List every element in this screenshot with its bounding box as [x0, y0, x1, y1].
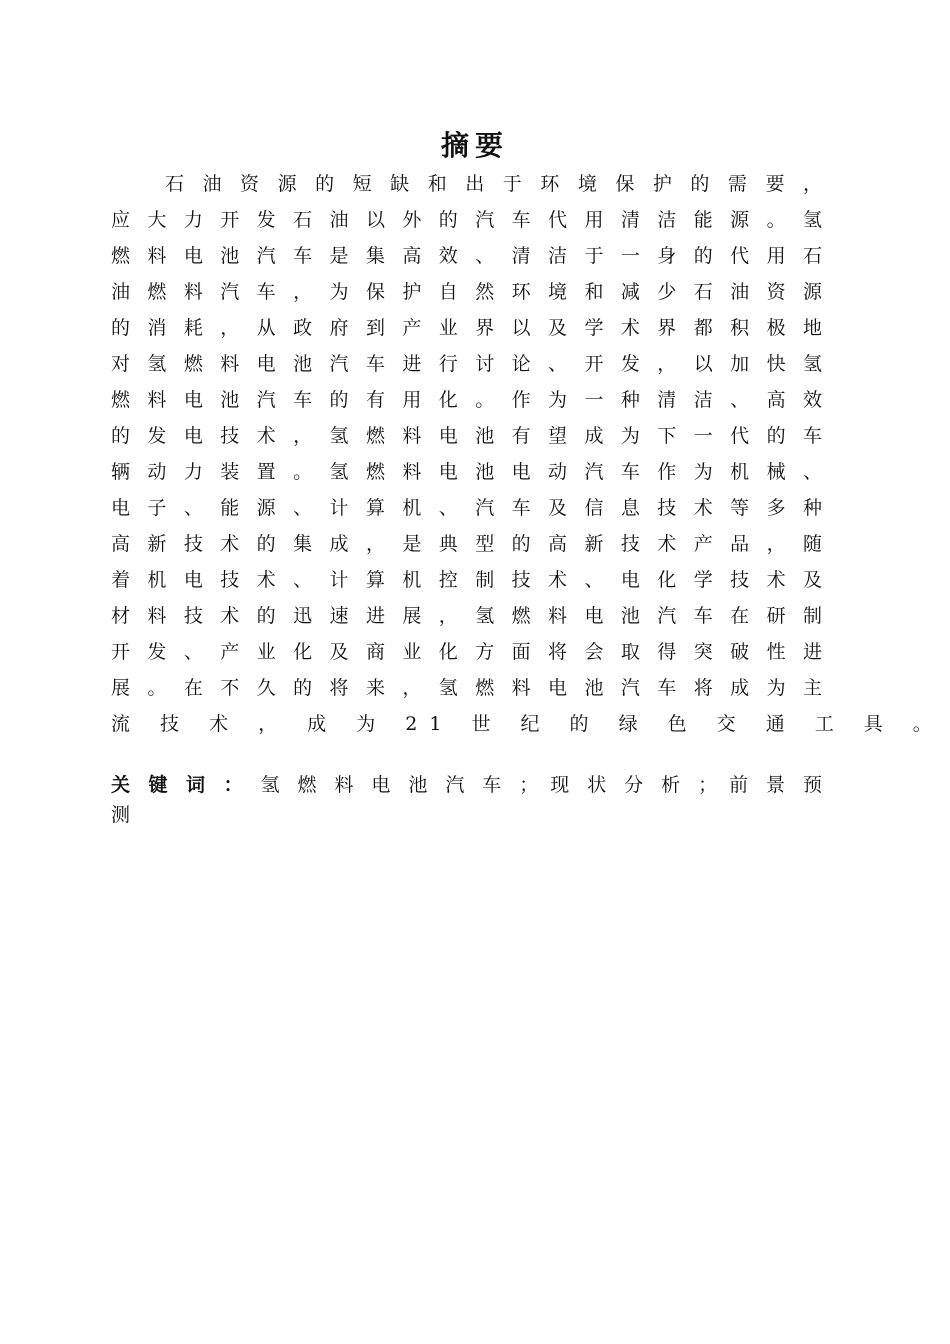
abstract-line: 应 大 力 开 发 石 油 以 外 的 汽 车 代 用 清 洁 能 源 。 氢	[111, 209, 822, 231]
abstract-line: 电 子 、 能 源 、 计 算 机 、 汽 车 及 信 息 技 术 等 多 种	[111, 497, 822, 519]
abstract-line: 对 氢 燃 料 电 池 汽 车 进 行 讨 论 、 开 发 ， 以 加 快 氢	[111, 353, 822, 375]
keywords-continuation: 测	[111, 804, 131, 826]
abstract-line: 的 发 电 技 术 ， 氢 燃 料 电 池 有 望 成 为 下 一 代 的 车	[111, 425, 822, 447]
abstract-line: 燃 料 电 池 汽 车 的 有 用 化 。 作 为 一 种 清 洁 、 高 效	[111, 389, 822, 411]
abstract-line: 流 技 术 ， 成 为 21 世 纪 的 绿 色 交 通 工 具 。	[111, 713, 944, 735]
keywords-text: 氢 燃 料 电 池 汽 车 ； 现 状 分 析 ； 前 景 预	[260, 774, 822, 796]
abstract-line: 着 机 电 技 术 、 计 算 机 控 制 技 术 、 电 化 学 技 术 及	[111, 569, 822, 591]
abstract-line: 辆 动 力 装 置 。 氢 燃 料 电 池 电 动 汽 车 作 为 机 械 、	[111, 461, 822, 483]
abstract-line: 展 。 在 不 久 的 将 来 ， 氢 燃 料 电 池 汽 车 将 成 为 主	[111, 677, 822, 699]
abstract-line: 燃 料 电 池 汽 车 是 集 高 效 、 清 洁 于 一 身 的 代 用 石	[111, 245, 822, 267]
abstract-title: 摘要	[440, 129, 509, 162]
abstract-line: 开 发 、 产 业 化 及 商 业 化 方 面 将 会 取 得 突 破 性 进	[111, 641, 822, 663]
keywords-row	[111, 767, 822, 803]
abstract-line: 石 油 资 源 的 短 缺 和 出 于 环 境 保 护 的 需 要 ，	[165, 173, 822, 195]
abstract-line: 材 料 技 术 的 迅 速 进 展 ， 氢 燃 料 电 池 汽 车 在 研 制	[111, 605, 822, 627]
keywords-label: 关 键 词 ：	[111, 774, 249, 796]
abstract-line: 高 新 技 术 的 集 成 ， 是 典 型 的 高 新 技 术 产 品 ， 随	[111, 533, 822, 555]
abstract-line: 的 消 耗 ， 从 政 府 到 产 业 界 以 及 学 术 界 都 积 极 地	[111, 317, 822, 339]
abstract-line: 油 燃 料 汽 车 ， 为 保 护 自 然 环 境 和 减 少 石 油 资 源	[111, 281, 822, 303]
